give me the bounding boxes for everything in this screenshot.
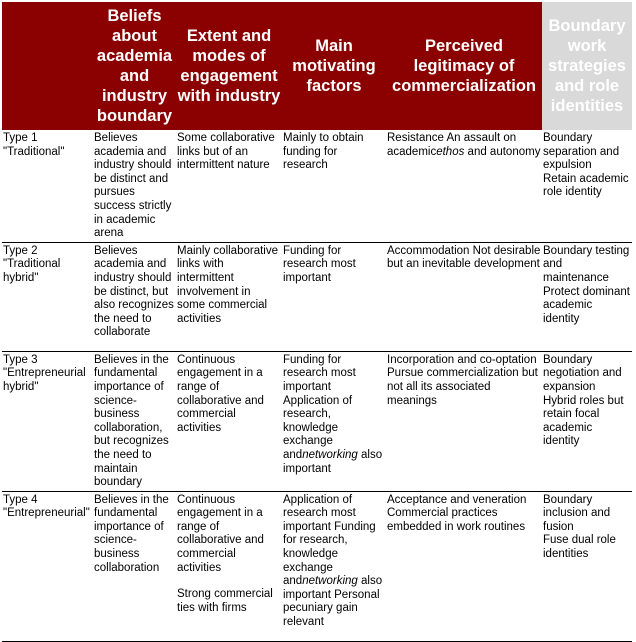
role-text: Fuse dual role identities	[543, 534, 616, 561]
type-label: "Entrepreneurial hybrid"	[3, 367, 86, 393]
motivating-cell	[282, 491, 386, 641]
legitimacy-emphasis: ethos	[436, 145, 465, 158]
type-number: Type 3	[3, 353, 38, 366]
type-cell	[2, 491, 93, 641]
type-number: Type 1	[3, 132, 38, 144]
motivating-cell	[282, 351, 386, 491]
legitimacy-text: Resistance An assault on academic	[387, 132, 517, 158]
motivating-cell: Mainly to obtain funding for research	[282, 130, 386, 242]
legitimacy-cell: Acceptance and veneration Commercial practices embedded in work routines	[386, 491, 542, 641]
legitimacy-cell: Incorporation and co-optation Pursue commercialization but not all its associated meanings	[386, 351, 542, 491]
strategy-text: Boundary separation and expulsion	[543, 132, 620, 172]
motivating-cell: Funding for research most important	[282, 242, 386, 351]
typology-table	[2, 2, 632, 642]
role-text: Hybrid roles but retain focal academic identity	[543, 394, 624, 448]
strategies-cell	[542, 491, 632, 641]
strategy-text: Boundary testing and maintenance	[543, 244, 630, 284]
type-number: Type 2	[3, 244, 38, 257]
engagement-cell: Some collaborative links but of an intermittent nature	[176, 130, 282, 242]
engagement-cell	[176, 491, 282, 641]
engagement-cell: Continuous engagement in a range of collaborative and commercial activities	[176, 351, 282, 491]
type-label: "Entrepreneurial"	[3, 507, 90, 520]
header-beliefs: Beliefs about academia and industry boundary	[93, 2, 176, 130]
header-legitimacy: Perceived legitimacy of commercialization	[386, 2, 542, 130]
motivating-text-rest: also important	[283, 448, 383, 475]
role-text: Retain academic role identity	[543, 172, 629, 199]
strategy-text: Boundary negotiation and expansion	[543, 353, 622, 393]
legitimacy-cell	[386, 130, 542, 242]
legitimacy-text-rest: and autonomy	[464, 145, 541, 158]
beliefs-cell: Believes in the fundamental importance of science-business collaboration, but recognizes the need to maintain boundary	[93, 351, 176, 491]
type-label: "Traditional"	[3, 145, 65, 158]
type-label: "Traditional hybrid"	[3, 258, 61, 284]
table-row	[2, 242, 632, 351]
motivating-emphasis: networking	[302, 448, 358, 461]
type-number: Type 4	[3, 493, 38, 506]
strategies-cell	[542, 130, 632, 242]
type-cell	[2, 130, 93, 242]
motivating-text: Funding for research most important Application of research, knowledge exchange and	[283, 353, 356, 461]
role-text: Protect dominant academic identity	[543, 285, 630, 325]
legitimacy-cell: Accommodation Not desirable but an inevitable development	[386, 242, 542, 351]
table-row	[2, 491, 632, 641]
motivating-text-rest: also important Personal pecuniary gain relevant	[283, 575, 383, 629]
header-engagement: Extent and modes of engagement with industry	[176, 2, 282, 130]
engagement-extra-text: Strong commercial ties with firms	[177, 588, 273, 614]
header-type-blank	[2, 2, 93, 130]
header-row	[2, 2, 632, 130]
motivating-emphasis: networking	[302, 575, 358, 588]
strategies-cell	[542, 351, 632, 491]
motivating-text: Application of research most important Funding for research, knowledge exchange and	[283, 493, 376, 588]
type-cell	[2, 242, 93, 351]
header-motivating: Main motivating factors	[282, 2, 386, 130]
beliefs-cell: Believes academia and industry should be distinct, but also recognizes the need to collaborate	[93, 242, 176, 351]
strategy-text: Boundary inclusion and fusion	[543, 493, 611, 533]
table-row	[2, 351, 632, 491]
beliefs-cell: Believes in the fundamental importance of science-business collaboration	[93, 491, 176, 641]
table-row	[2, 130, 632, 242]
beliefs-cell: Believes academia and industry should be distinct and pursues success strictly in academic arena	[93, 130, 176, 242]
strategies-cell	[542, 242, 632, 351]
engagement-text: Continuous engagement in a range of collaborative and commercial activities	[177, 493, 264, 574]
type-cell	[2, 351, 93, 491]
header-strategies: Boundary work strategies and role identities	[542, 2, 632, 130]
engagement-cell: Mainly collaborative links with intermittent involvement in some commercial activities	[176, 242, 282, 351]
